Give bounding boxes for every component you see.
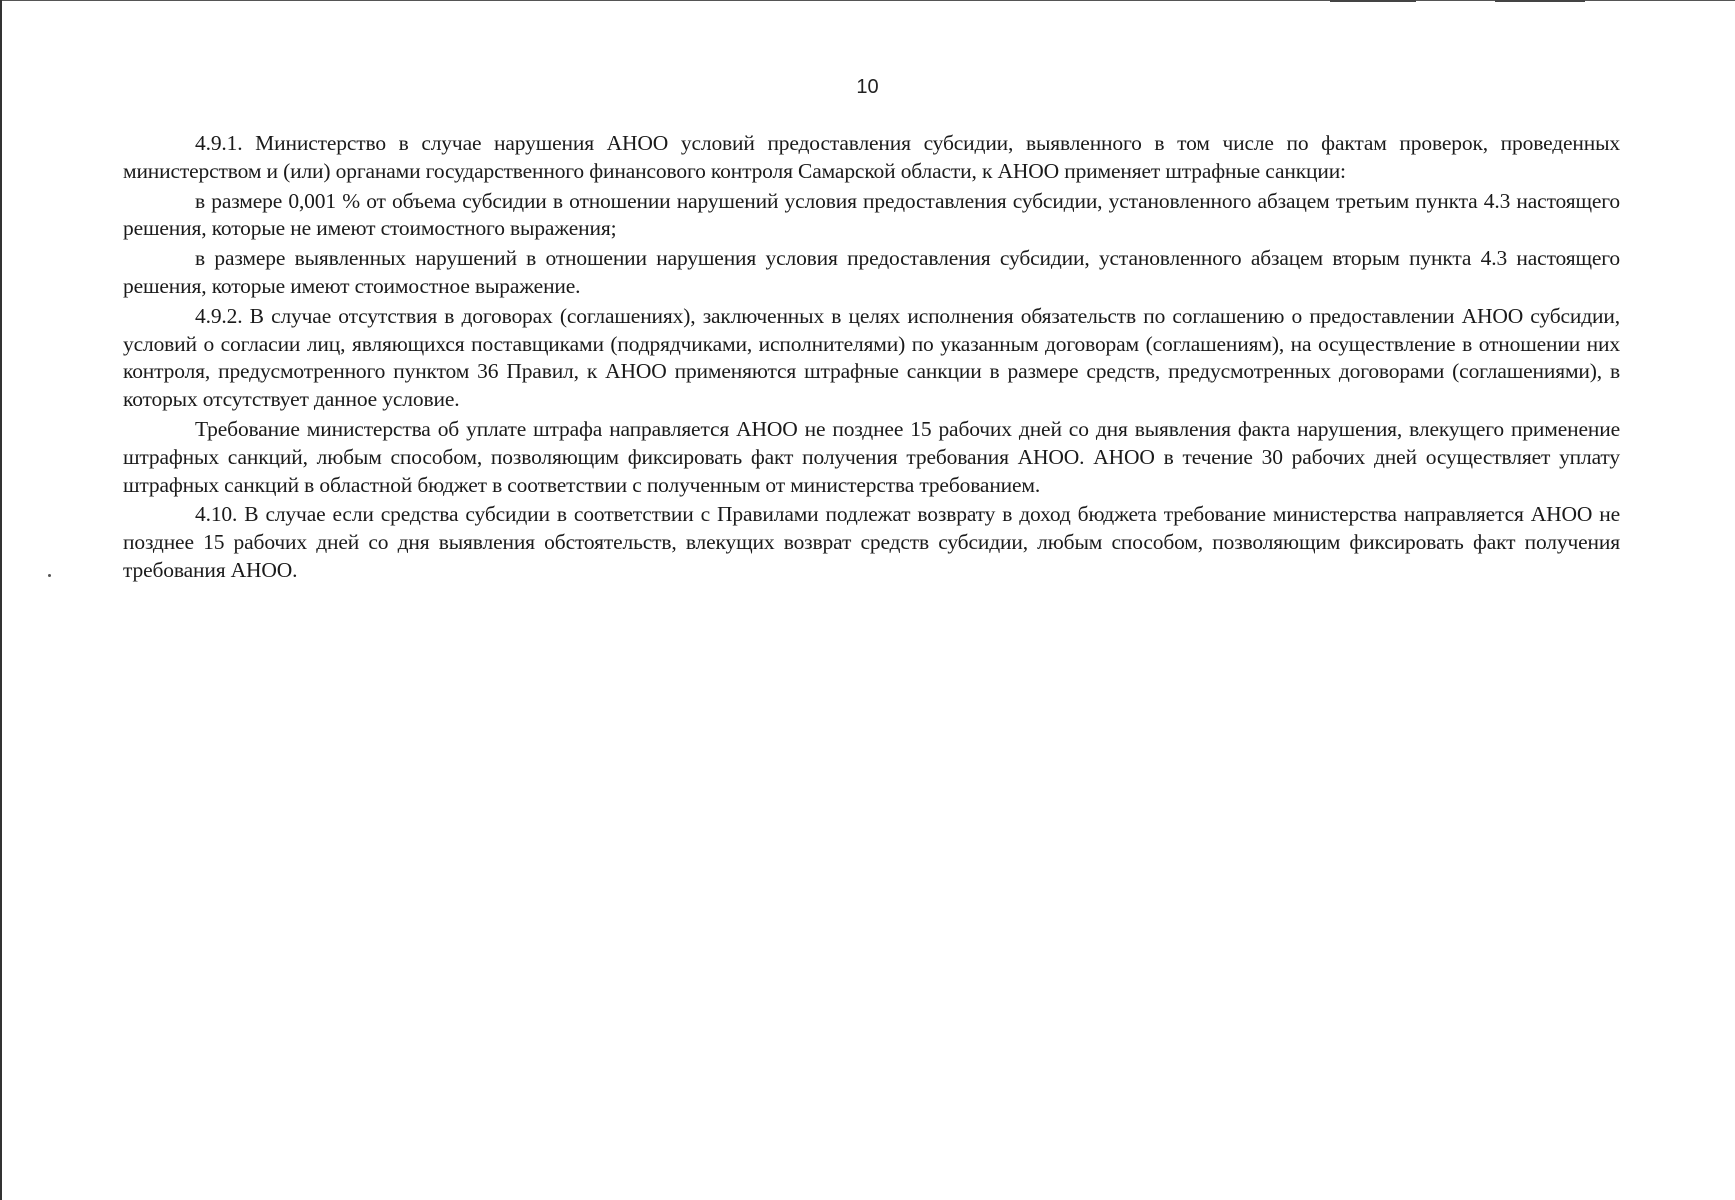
paragraph-4-10: 4.10. В случае если средства субсидии в соответствии с Правилами подлежат возврату в доход бюджета требование министерства направляется АНОО не позднее 15 рабочих дней со дня выявления обстоятельств, влекущих возврат средств субсидии, любым способом, позволяющим фиксировать факт получения требования АНОО. (123, 502, 1620, 582)
scan-mark (1495, 0, 1585, 2)
paragraph-fine-requirement: Требование министерства об уплате штрафа направляется АНОО не позднее 15 рабочих дней со дня выявления факта нарушения, влекущего применение штрафных санкций, любым способом, позволяющим фиксировать факт получения требования АНОО. АНОО в течение 30 рабочих дней осуществляет уплату штрафных санкций в областной бюджет в соответствии с полученным от министерства требованием. (123, 416, 1620, 497)
scan-edge-top (0, 0, 1735, 1)
paragraph-sanction-non-monetary: в размере 0,001 % от объема субсидии в отношении нарушений условия предоставления субсидии, установленного абзацем третьим пункта 4.3 настоящего решения, которые не имеют стоимостного выражения; (123, 188, 1620, 241)
scan-mark (1330, 0, 1416, 2)
page-number: 10 (856, 76, 879, 98)
scan-speck (48, 574, 51, 577)
paragraph-4-9-1: 4.9.1. Министерство в случае нарушения АНОО условий предоставления субсидии, выявленного в том числе по фактам проверок, проведенных министерством и (или) органами государственного финансового контроля Самарской области, к АНОО применяет штрафные санкции: (123, 131, 1620, 183)
scan-edge-left (0, 0, 2, 1200)
paragraph-sanction-monetary: в размере выявленных нарушений в отношении нарушения условия предоставления субсидии, установленного абзацем вторым пункта 4.3 настоящего решения, которые имеют стоимостное выражение. (123, 246, 1620, 298)
document-body (123, 130, 1620, 587)
paragraph-4-9-2: 4.9.2. В случае отсутствия в договорах (соглашениях), заключенных в целях исполнения обязательств по соглашению о предоставлении АНОО субсидии, условий о согласии лиц, являющихся поставщиками (подрядчиками, исполнителями) по указанным договорам (соглашениям), на осуществление в отношении них контроля, предусмотренного пунктом 36 Правил, к АНОО применяются штрафные санкции в размере средств, предусмотренных договорами (соглашениями), в которых отсутствует данное условие. (123, 303, 1620, 412)
